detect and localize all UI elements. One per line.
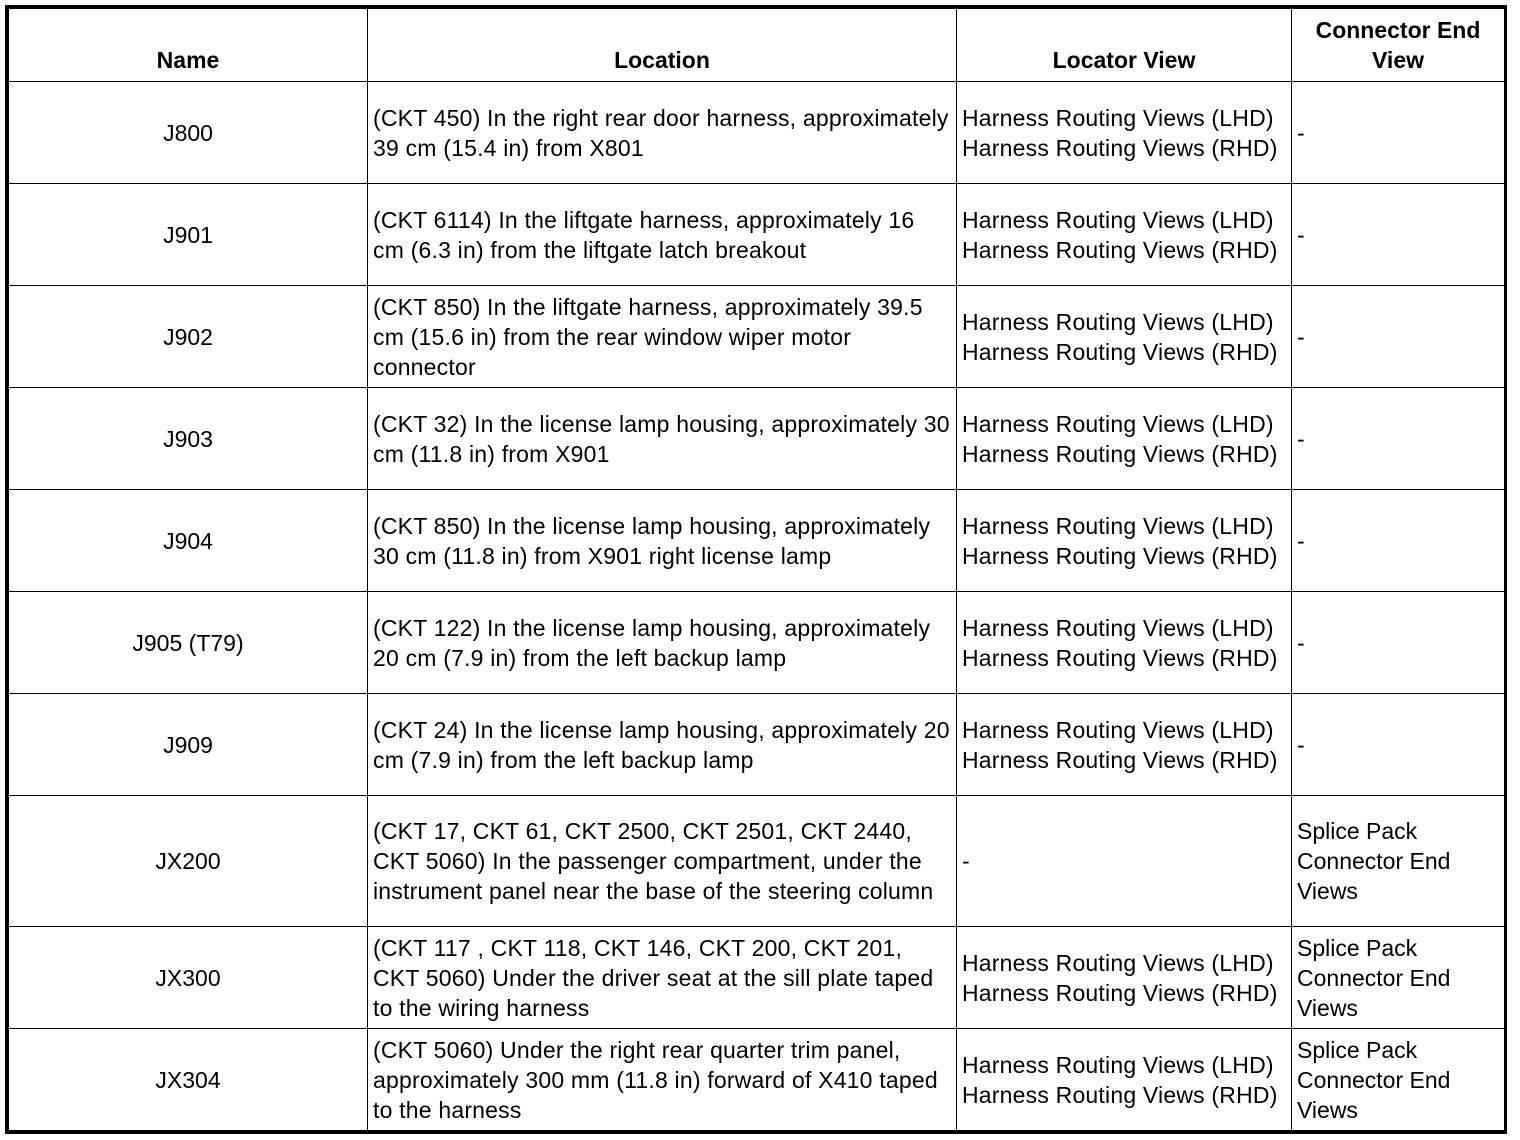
location-cell: (CKT 5060) Under the right rear quarter trim panel, approximately 300 mm (11.8 in) forward of X410 taped to the harness bbox=[368, 1029, 957, 1131]
connector-end-view-cell: Splice Pack Connector End Views bbox=[1292, 1029, 1505, 1131]
location-cell: (CKT 6114) In the liftgate harness, approximately 16 cm (6.3 in) from the liftgate latch breakout bbox=[368, 184, 957, 286]
connector-end-view-cell: - bbox=[1292, 184, 1505, 286]
location-cell: (CKT 32) In the license lamp housing, approximately 30 cm (11.8 in) from X901 bbox=[368, 388, 957, 490]
locator-view-cell: Harness Routing Views (LHD) Harness Routing Views (RHD) bbox=[957, 694, 1292, 796]
locator-view-cell: Harness Routing Views (LHD) Harness Routing Views (RHD) bbox=[957, 927, 1292, 1029]
table-row bbox=[9, 796, 1505, 927]
header-name: Name bbox=[9, 9, 368, 82]
name-cell: J905 (T79) bbox=[9, 592, 368, 694]
header-locator-view: Locator View bbox=[957, 9, 1292, 82]
locator-view-cell: Harness Routing Views (LHD) Harness Routing Views (RHD) bbox=[957, 1029, 1292, 1131]
table-header-row bbox=[9, 9, 1505, 82]
table-row bbox=[9, 184, 1505, 286]
name-cell: J901 bbox=[9, 184, 368, 286]
table-row bbox=[9, 388, 1505, 490]
table-row bbox=[9, 490, 1505, 592]
connector-end-view-cell: - bbox=[1292, 490, 1505, 592]
location-cell: (CKT 17, CKT 61, CKT 2500, CKT 2501, CKT 2440, CKT 5060) In the passenger compartment, under the instrument panel near the base of the steering column bbox=[368, 796, 957, 927]
locator-view-cell: Harness Routing Views (LHD) Harness Routing Views (RHD) bbox=[957, 490, 1292, 592]
name-cell: J903 bbox=[9, 388, 368, 490]
location-cell: (CKT 850) In the license lamp housing, approximately 30 cm (11.8 in) from X901 right license lamp bbox=[368, 490, 957, 592]
splice-location-table bbox=[8, 8, 1505, 1131]
table-row bbox=[9, 1029, 1505, 1131]
location-cell: (CKT 450) In the right rear door harness, approximately 39 cm (15.4 in) from X801 bbox=[368, 82, 957, 184]
connector-end-view-cell: - bbox=[1292, 82, 1505, 184]
header-location: Location bbox=[368, 9, 957, 82]
locator-view-cell: Harness Routing Views (LHD) Harness Routing Views (RHD) bbox=[957, 286, 1292, 388]
splice-location-table-frame bbox=[5, 5, 1507, 1134]
connector-end-view-cell: - bbox=[1292, 388, 1505, 490]
name-cell: JX200 bbox=[9, 796, 368, 927]
connector-end-view-cell: - bbox=[1292, 592, 1505, 694]
location-cell: (CKT 24) In the license lamp housing, approximately 20 cm (7.9 in) from the left backup lamp bbox=[368, 694, 957, 796]
name-cell: J902 bbox=[9, 286, 368, 388]
location-cell: (CKT 117 , CKT 118, CKT 146, CKT 200, CKT 201, CKT 5060) Under the driver seat at the sill plate taped to the wiring harness bbox=[368, 927, 957, 1029]
locator-view-cell: - bbox=[957, 796, 1292, 927]
connector-end-view-cell: Splice Pack Connector End Views bbox=[1292, 927, 1505, 1029]
location-cell: (CKT 122) In the license lamp housing, approximately 20 cm (7.9 in) from the left backup lamp bbox=[368, 592, 957, 694]
table-row bbox=[9, 927, 1505, 1029]
name-cell: JX304 bbox=[9, 1029, 368, 1131]
header-connector-end-view: Connector End View bbox=[1292, 9, 1505, 82]
locator-view-cell: Harness Routing Views (LHD) Harness Routing Views (RHD) bbox=[957, 592, 1292, 694]
name-cell: JX300 bbox=[9, 927, 368, 1029]
table-row bbox=[9, 286, 1505, 388]
location-cell: (CKT 850) In the liftgate harness, approximately 39.5 cm (15.6 in) from the rear window wiper motor connector bbox=[368, 286, 957, 388]
table-row bbox=[9, 82, 1505, 184]
connector-end-view-cell: - bbox=[1292, 286, 1505, 388]
locator-view-cell: Harness Routing Views (LHD) Harness Routing Views (RHD) bbox=[957, 184, 1292, 286]
connector-end-view-cell: - bbox=[1292, 694, 1505, 796]
locator-view-cell: Harness Routing Views (LHD) Harness Routing Views (RHD) bbox=[957, 82, 1292, 184]
locator-view-cell: Harness Routing Views (LHD) Harness Routing Views (RHD) bbox=[957, 388, 1292, 490]
table-row bbox=[9, 592, 1505, 694]
name-cell: J800 bbox=[9, 82, 368, 184]
name-cell: J904 bbox=[9, 490, 368, 592]
connector-end-view-cell: Splice Pack Connector End Views bbox=[1292, 796, 1505, 927]
table-row bbox=[9, 694, 1505, 796]
name-cell: J909 bbox=[9, 694, 368, 796]
